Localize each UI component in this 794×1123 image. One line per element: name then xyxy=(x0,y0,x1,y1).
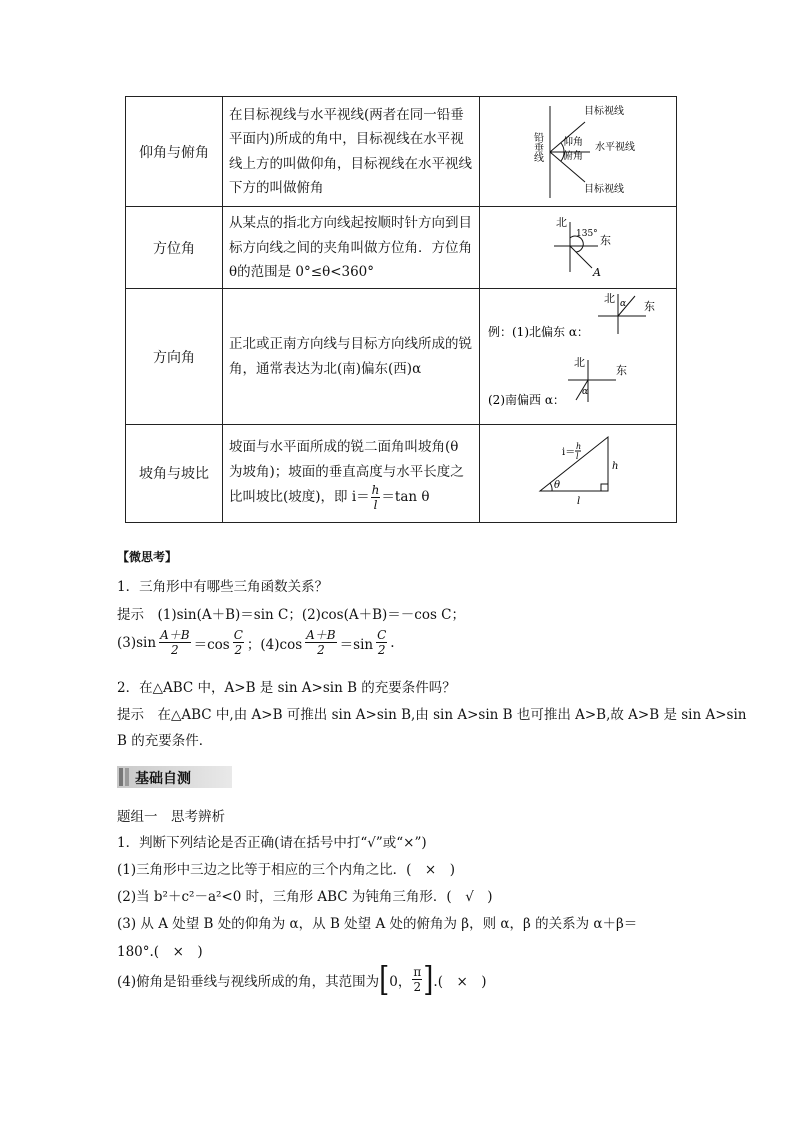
east-label: 东 xyxy=(616,364,627,378)
table-row xyxy=(126,289,677,424)
hint-2-line-1: 提示 在△ABC 中,由 A>B 可推出 sin A>sin B,由 sin A>sin B 也可推出 A>B,故 A>B 是 sin A>sin xyxy=(117,707,747,723)
figure-cell xyxy=(480,207,677,289)
fraction: $\frac{\pi}{2}$ xyxy=(413,965,422,994)
fraction: $\frac{C}{2}$ xyxy=(377,628,387,657)
question-judge: 1．判断下列结论是否正确(请在括号中打“√”或“×”) xyxy=(117,835,427,851)
plumb-line-label: 铅垂线 xyxy=(531,131,543,162)
north-label: 北 xyxy=(574,356,585,370)
hint-1-line-2: (3)sin $\frac{A+B}{2}$ ＝cos $\frac{C}{2}$ ；(4)cos $\frac{A+B}{2}$ ＝sin $\frac{C}{2}$ . xyxy=(117,628,395,657)
east-label: 东 xyxy=(600,233,611,247)
alpha-label: α xyxy=(582,387,589,398)
alpha-label: α xyxy=(620,299,627,310)
elevation-angle-label: 仰角 xyxy=(563,136,583,148)
horizontal-line-label: 水平视线 xyxy=(595,141,635,153)
slope-ratio-label: i＝ xyxy=(562,447,576,459)
slope-fraction: $\frac{h}{l}$ xyxy=(371,483,380,513)
section-banner: 基础自测 xyxy=(117,766,232,788)
angle-value-label: 135° xyxy=(576,228,598,239)
hint-2-line-2: B 的充要条件． xyxy=(117,733,213,749)
fraction: $\frac{A+B}{2}$ xyxy=(160,628,190,657)
elevation-depression-diagram xyxy=(480,98,676,206)
target-line-bottom-label: 目标视线 xyxy=(584,183,624,195)
north-label: 北 xyxy=(604,292,615,306)
definition-cell: 正北或正南方向线与目标方向线所成的锐角，通常表达为北(南)偏东(西)α xyxy=(223,289,480,424)
angle-concepts-table xyxy=(125,96,677,523)
example-south-west-label: (2)南偏西 α： xyxy=(488,393,565,408)
figure-cell xyxy=(480,97,677,207)
target-line-top-label: 目标视线 xyxy=(584,105,624,117)
micro-thinking-title: 【微思考】 xyxy=(117,550,178,564)
statement-3-line-1: (3) 从 A 处望 B 处的仰角为 α，从 B 处望 A 处的俯角为 β，则 α，β 的关系为 α＋β＝ xyxy=(117,916,638,932)
definition-cell xyxy=(223,424,480,522)
definition-cell: 在目标视线与水平视线(两者在同一铅垂平面内)所成的角中，目标视线在水平视线上方的叫做仰角，目标视线在水平视线下方的叫做俯角 xyxy=(223,97,480,207)
statement-3-line-2: 180°.( × ) xyxy=(117,944,203,960)
point-a-label: A xyxy=(593,265,601,279)
east-label: 东 xyxy=(644,300,655,314)
example-north-east-label: 例：(1)北偏东 α： xyxy=(488,325,589,340)
table-row xyxy=(126,207,677,289)
definition-cell: 从某点的指北方向线起按顺时针方向到目标方向线之间的夹角叫做方位角．方位角θ的范围是 0°≤θ<360° xyxy=(223,207,480,289)
hint-1-line-1: 提示 (1)sin(A＋B)＝sin C；(2)cos(A＋B)＝－cos C； xyxy=(117,607,466,623)
question-2: 2．在△ABC 中，A>B 是 sin A>sin B 的充要条件吗？ xyxy=(117,680,456,696)
slope-diagram xyxy=(480,425,676,521)
north-label: 北 xyxy=(556,215,567,229)
statement-1: (1)三角形中三边之比等于相应的三个内角之比．( × ) xyxy=(117,862,455,878)
depression-angle-label: 俯角 xyxy=(563,150,583,162)
fraction: $\frac{A+B}{2}$ xyxy=(306,628,336,657)
banner-bar-icon xyxy=(119,768,123,786)
slope-den-label: l xyxy=(576,452,579,462)
term-cell: 方向角 xyxy=(126,289,223,424)
question-1: 1．三角形中有哪些三角函数关系？ xyxy=(117,579,329,595)
term-cell: 方位角 xyxy=(126,207,223,289)
figure-cell xyxy=(480,424,677,522)
term-cell: 坡角与坡比 xyxy=(126,424,223,522)
banner-bar-icon xyxy=(125,768,129,786)
table-row xyxy=(126,424,677,522)
statement-4: (4)俯角是铅垂线与视线所成的角，其范围为 [ 0， $\frac{\pi}{2}$ ] .( × ) xyxy=(117,960,487,999)
fraction: $\frac{C}{2}$ xyxy=(233,628,243,657)
group-title: 题组一 思考辨析 xyxy=(117,809,225,825)
term-cell: 仰角与俯角 xyxy=(126,97,223,207)
azimuth-diagram xyxy=(480,208,676,288)
statement-2: (2)当 b²＋c²－a²<0 时，三角形 ABC 为钝角三角形．( √ ) xyxy=(117,889,493,905)
figure-cell xyxy=(480,289,677,424)
slope-num-label: h xyxy=(576,442,582,452)
definition-text: 坡面与水平面所成的锐二面角叫坡角(θ 为坡角)；坡面的垂直高度与水平长度之比叫坡比(坡度)，即 i＝ xyxy=(229,439,464,506)
height-label: h xyxy=(612,461,619,473)
direction-angle-diagram xyxy=(480,290,676,423)
theta-label: θ xyxy=(554,480,561,492)
length-label: l xyxy=(577,496,581,508)
definition-suffix: ＝tan θ xyxy=(381,489,430,506)
table-row xyxy=(126,97,677,207)
